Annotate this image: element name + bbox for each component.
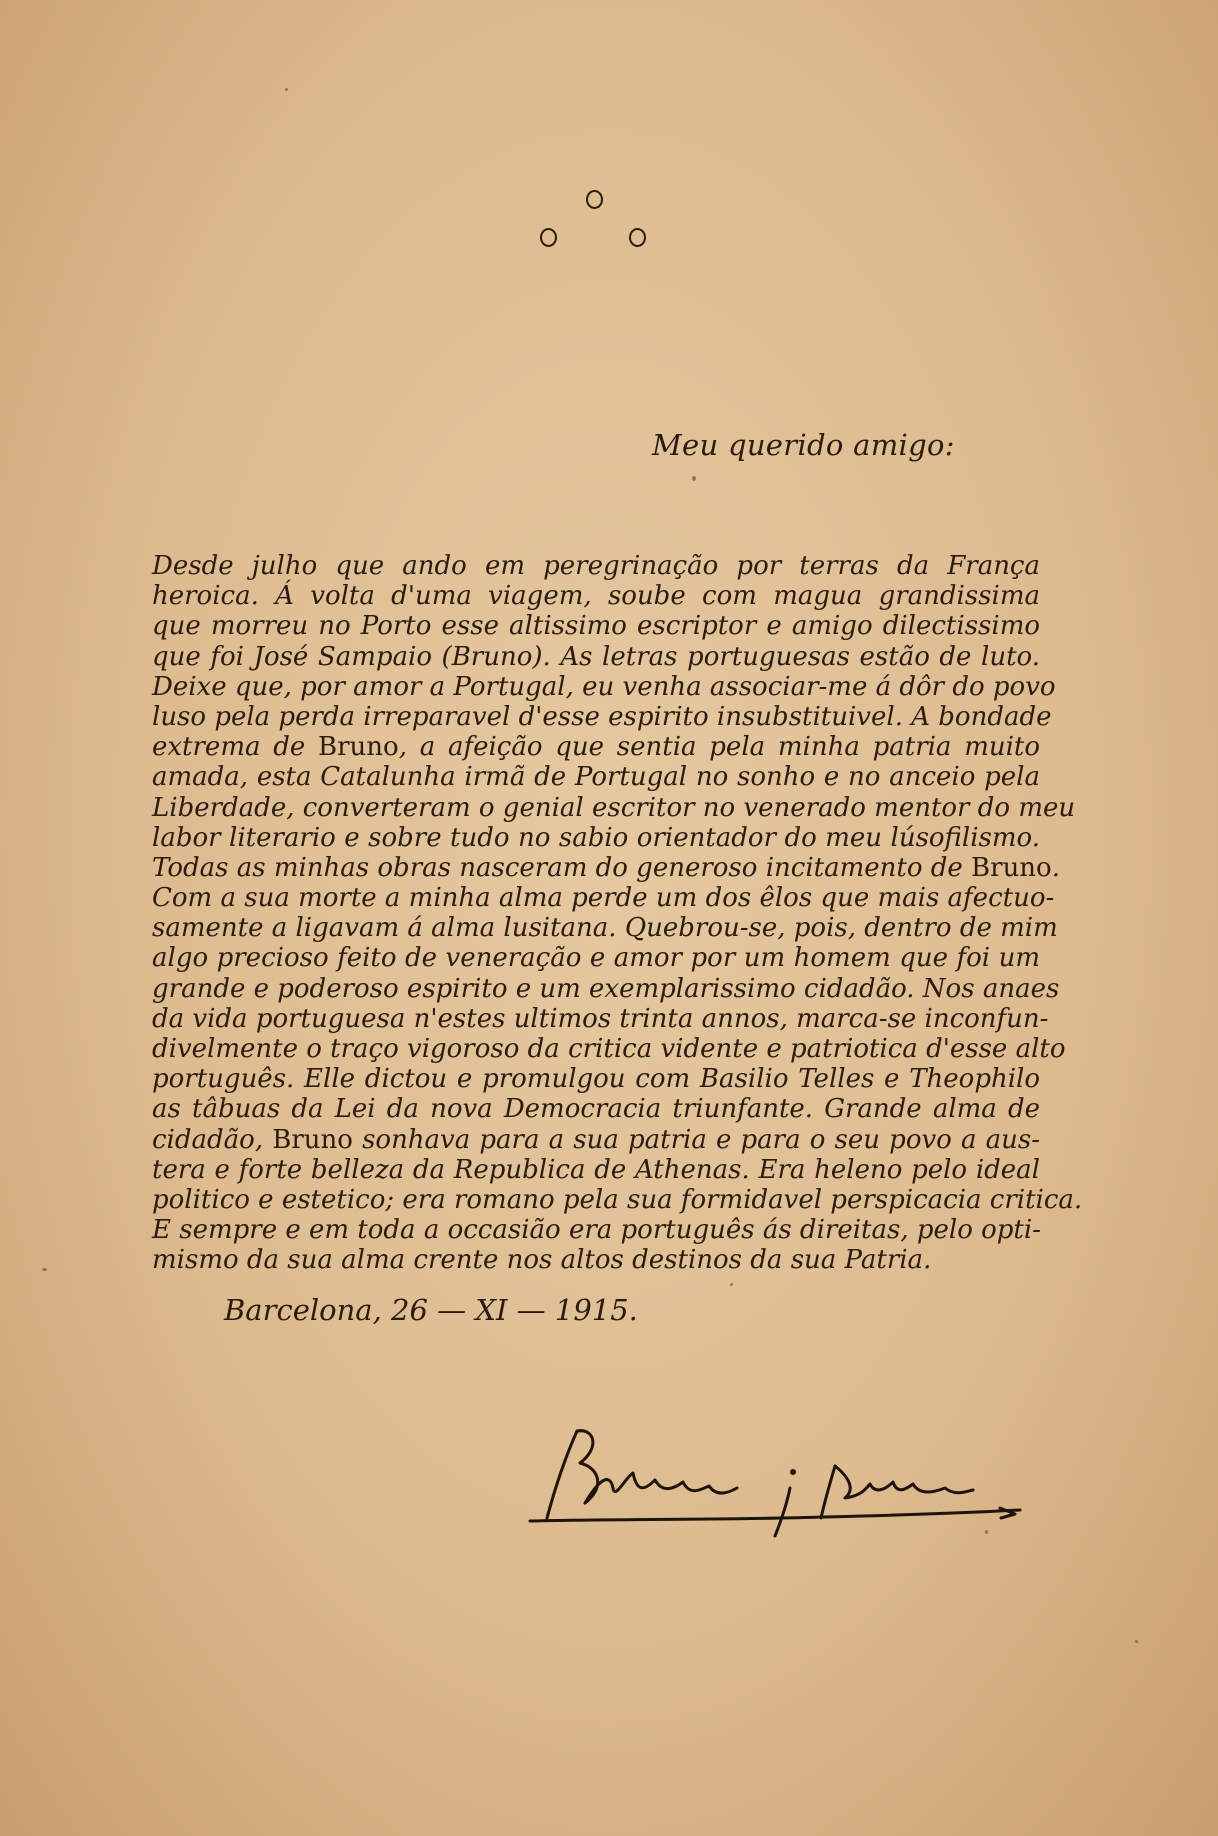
letter-text-run: mismo da sua alma crente nos altos destinos da sua Patria. — [152, 1245, 932, 1276]
letter-body-line — [152, 1125, 1040, 1155]
letter-text-run: extrema de — [152, 732, 319, 763]
letter-body-line — [152, 913, 1058, 944]
paper-speck — [42, 1268, 47, 1271]
letter-body-line — [152, 642, 1040, 672]
letter-text-run: tera e forte belleza da Republica de Athenas. Era heleno pelo ideal — [152, 1154, 1040, 1185]
letter-text-run: samente a ligavam á alma lusitana. Quebrou-se, pois, dentro de mim — [152, 913, 1058, 944]
letter-text-run: Liberdade, converteram o genial escritor no venerado mentor do meu — [152, 792, 1076, 823]
letter-text-run: Desde julho que ando em peregrinação por terras da França — [152, 551, 1040, 581]
letter-text-run: da vida portuguesa n'estes ultimos trinta annos, marca-se inconfun- — [152, 1003, 1049, 1034]
letter-text-run: as tâbuas da Lei da nova Democracia triunfante. Grande alma de — [152, 1094, 1040, 1125]
paper-speck — [730, 1283, 733, 1286]
letter-text-run: grande e poderoso espirito e um exemplarissimo cidadão. Nos anaes — [152, 973, 1060, 1004]
letter-body-line — [152, 973, 1060, 1004]
letter-body-line — [152, 852, 1060, 883]
letter-body-line — [152, 671, 1056, 702]
paper-speck — [985, 1530, 988, 1534]
letter-text-run: sonhava para a sua patria e para o seu povo a aus- — [352, 1124, 1040, 1155]
letter-text-run: algo precioso feito de veneração e amor por um homem que foi um — [152, 943, 1040, 974]
paper-speck — [285, 88, 288, 91]
letter-body-line — [152, 1155, 1040, 1185]
ornament-circle-icon — [629, 228, 646, 247]
letter-text-run: divelmente o traço vigoroso da critica vidente e patriotica d'esse alto — [152, 1034, 1066, 1064]
letter-greeting: Meu querido amigo: — [652, 428, 955, 462]
letter-body-line — [152, 1094, 1040, 1124]
letter-text-run: português. Elle dictou e promulgou com Basilio Telles e Theophilo — [152, 1064, 1040, 1095]
name-bruno: Bruno — [971, 852, 1052, 883]
letter-body-line — [152, 792, 1076, 823]
letter-body-line — [152, 611, 1040, 641]
ornament-dots — [0, 180, 1218, 300]
letter-text-run: cidadão, — [152, 1124, 273, 1155]
letter-text-run: que morreu no Porto esse altissimo escriptor e amigo dilectissimo — [152, 611, 1040, 642]
letter-text-run: , a afeição que sentia pela minha patria muito — [398, 732, 1041, 763]
name-bruno: Bruno — [272, 1124, 353, 1155]
signature-icon — [525, 1418, 1045, 1538]
letter-body-line — [152, 883, 1055, 914]
letter-text-run: heroica. Á volta d'uma viagem, soube com magua grandissima — [152, 581, 1040, 612]
letter-text-run: que foi José Sampaio (Bruno). As letras portuguesas estão de luto. — [152, 641, 1040, 672]
letter-body-line — [152, 732, 1040, 762]
letter-text-run: luso pela perda irreparavel d'esse espirito insubstituivel. A bondade — [152, 701, 1052, 732]
paper-speck — [692, 476, 696, 481]
letter-body-line — [152, 762, 1040, 792]
letter-body-line — [152, 1245, 1040, 1275]
letter-body — [152, 551, 1083, 1276]
letter-body-line — [152, 551, 1040, 581]
letter-body-line — [152, 943, 1040, 973]
letter-body-line — [152, 1034, 1066, 1064]
letter-text-run: Todas as minhas obras nasceram do generoso incitamento de — [152, 852, 972, 883]
letter-body-line — [152, 581, 1040, 611]
ornament-circle-icon — [540, 228, 557, 247]
letter-body-line — [152, 823, 1040, 853]
handwritten-signature — [525, 1418, 1045, 1538]
letter-body-line — [152, 1215, 1040, 1245]
letter-body-line — [152, 1003, 1049, 1034]
letter-text-run: E sempre e em toda a occasião era português ás direitas, pelo opti- — [152, 1215, 1041, 1246]
ornament-circle-icon — [586, 190, 603, 209]
name-bruno: Bruno — [318, 732, 399, 763]
letter-text-run: amada, esta Catalunha irmã de Portugal no sonho e no anceio pela — [152, 762, 1040, 793]
letter-text-run: labor literario e sobre tudo no sabio orientador do meu lúsofilismo. — [152, 822, 1040, 853]
letter-dateline: Barcelona, 26 — XI — 1915. — [224, 1293, 638, 1327]
letter-text-run: politico e estetico; era romano pela sua formidavel perspicacia critica. — [152, 1184, 1083, 1215]
paper-speck — [1135, 1640, 1138, 1643]
letter-text-run: Com a sua morte a minha alma perde um dos êlos que mais afectuo- — [152, 883, 1055, 914]
letter-body-line — [152, 701, 1052, 732]
letter-text-run: Deixe que, por amor a Portugal, eu venha associar-me á dôr do povo — [152, 671, 1056, 702]
letter-text-run: . — [1051, 852, 1060, 883]
letter-body-line — [152, 1064, 1040, 1094]
letter-body-line — [152, 1184, 1083, 1215]
